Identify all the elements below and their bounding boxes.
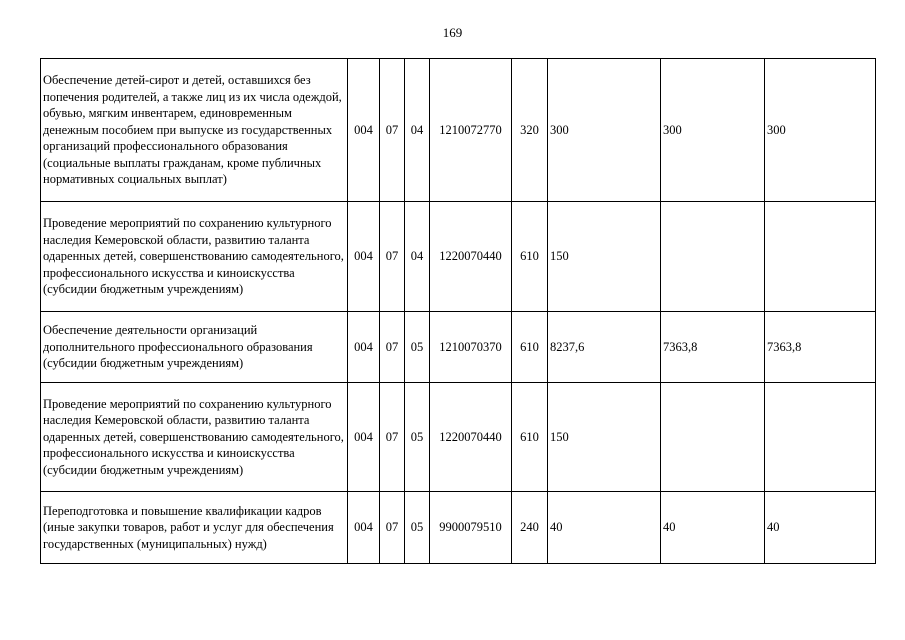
target-article-code: 1210072770 bbox=[430, 59, 512, 202]
subsection-code: 04 bbox=[405, 202, 430, 312]
ministry-code: 004 bbox=[348, 59, 380, 202]
subsection-code: 04 bbox=[405, 59, 430, 202]
ministry-code: 004 bbox=[348, 202, 380, 312]
amount-year-3 bbox=[765, 202, 876, 312]
section-code: 07 bbox=[380, 383, 405, 492]
subsection-code: 05 bbox=[405, 383, 430, 492]
table-row bbox=[41, 59, 876, 202]
row-description: Проведение мероприятий по сохранению культурного наследия Кемеровской области, развитию таланта одаренных детей, совершенствованию самодеятельного, профессионального искусства и киноискусства (субсидии бюджетным учреждениям) bbox=[41, 202, 348, 312]
section-code: 07 bbox=[380, 312, 405, 383]
subsection-code: 05 bbox=[405, 312, 430, 383]
section-code: 07 bbox=[380, 59, 405, 202]
row-description: Обеспечение детей-сирот и детей, оставшихся без попечения родителей, а также лиц из их числа одеждой, обувью, мягким инвентарем, единовременным денежным пособием при выпуске из государственных организаций профессионального образования (социальные выплаты гражданам, кроме публичных нормативных социальных выплат) bbox=[41, 59, 348, 202]
budget-table bbox=[40, 58, 876, 564]
subsection-code: 05 bbox=[405, 492, 430, 564]
table-row bbox=[41, 383, 876, 492]
target-article-code: 1210070370 bbox=[430, 312, 512, 383]
amount-year-3: 300 bbox=[765, 59, 876, 202]
amount-year-2 bbox=[661, 383, 765, 492]
table-row bbox=[41, 312, 876, 383]
row-description: Проведение мероприятий по сохранению культурного наследия Кемеровской области, развитию таланта одаренных детей, совершенствованию самодеятельного, профессионального искусства и киноискусства (субсидии бюджетным учреждениям) bbox=[41, 383, 348, 492]
expense-type-code: 240 bbox=[512, 492, 548, 564]
amount-year-2: 7363,8 bbox=[661, 312, 765, 383]
table-row bbox=[41, 492, 876, 564]
expense-type-code: 610 bbox=[512, 383, 548, 492]
expense-type-code: 610 bbox=[512, 202, 548, 312]
amount-year-1: 150 bbox=[548, 383, 661, 492]
amount-year-2 bbox=[661, 202, 765, 312]
expense-type-code: 610 bbox=[512, 312, 548, 383]
amount-year-2: 300 bbox=[661, 59, 765, 202]
expense-type-code: 320 bbox=[512, 59, 548, 202]
table-row bbox=[41, 202, 876, 312]
amount-year-1: 150 bbox=[548, 202, 661, 312]
amount-year-1: 300 bbox=[548, 59, 661, 202]
ministry-code: 004 bbox=[348, 312, 380, 383]
ministry-code: 004 bbox=[348, 383, 380, 492]
row-description: Обеспечение деятельности организаций дополнительного профессионального образования (субсидии бюджетным учреждениям) bbox=[41, 312, 348, 383]
target-article-code: 1220070440 bbox=[430, 202, 512, 312]
amount-year-1: 8237,6 bbox=[548, 312, 661, 383]
section-code: 07 bbox=[380, 492, 405, 564]
amount-year-3 bbox=[765, 383, 876, 492]
ministry-code: 004 bbox=[348, 492, 380, 564]
amount-year-3: 40 bbox=[765, 492, 876, 564]
page-number: 169 bbox=[442, 25, 463, 40]
amount-year-1: 40 bbox=[548, 492, 661, 564]
amount-year-2: 40 bbox=[661, 492, 765, 564]
target-article-code: 1220070440 bbox=[430, 383, 512, 492]
amount-year-3: 7363,8 bbox=[765, 312, 876, 383]
row-description: Переподготовка и повышение квалификации кадров (иные закупки товаров, работ и услуг для обеспечения государственных (муниципальных) нужд) bbox=[41, 492, 348, 564]
target-article-code: 9900079510 bbox=[430, 492, 512, 564]
section-code: 07 bbox=[380, 202, 405, 312]
